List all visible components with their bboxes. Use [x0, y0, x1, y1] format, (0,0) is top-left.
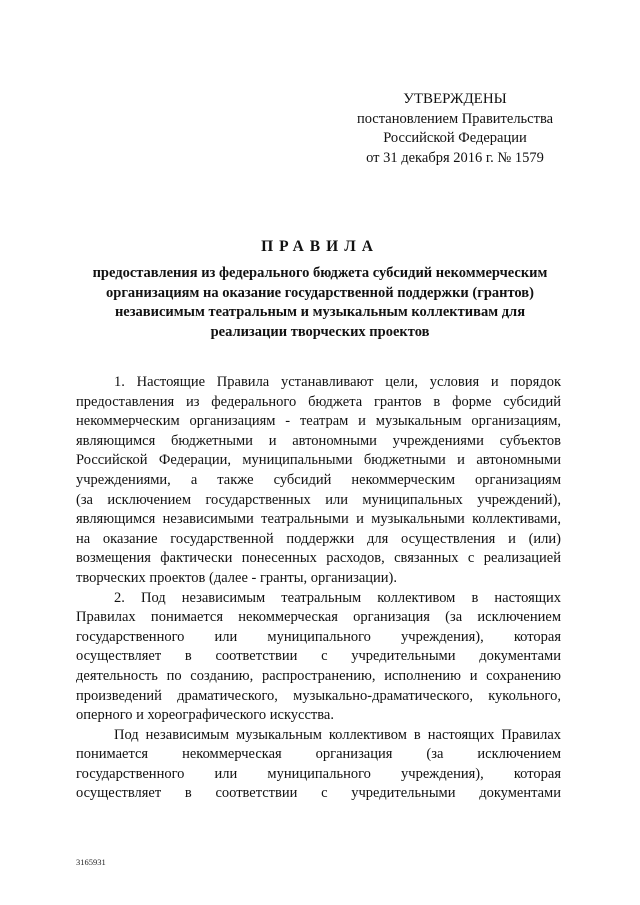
paragraph-1: [76, 373, 561, 589]
text-line: осуществляет в соответствии с учредительными документами: [76, 785, 561, 802]
text-line: осуществляет в соответствии с учредительными документами: [76, 648, 561, 665]
text-line: 1. Настоящие Правила устанавливают цели, условия и порядок: [114, 374, 561, 390]
paragraph-3: [76, 726, 561, 804]
text-line: оперного и хореографического искусства.: [76, 707, 334, 724]
paragraph-2: [76, 589, 561, 726]
text-line: на оказание государственной поддержки для осуществления и (или): [76, 530, 561, 547]
text-line: 2. Под независимым театральным коллективом в настоящих: [114, 589, 561, 606]
approval-line-1: постановлением Правительства: [356, 110, 554, 127]
text-line: возмещения фактически понесенных расходов, связанных с реализацией: [76, 550, 561, 567]
subtitle-line: организациям на оказание государственной поддержки (грантов): [106, 284, 534, 301]
text-line: государственного или муниципального учреждения), которая: [76, 628, 561, 645]
text-line: предоставления из федерального бюджета грантов в форме субсидий: [76, 393, 561, 410]
text-line: Правилах понимается некоммерческая организация (за исключением: [76, 609, 561, 626]
text-line: понимается некоммерческая организация (за исключением: [76, 746, 561, 763]
subtitle-line: реализации творческих проектов: [210, 323, 430, 340]
text-line: (за исключением государственных или муниципальных учреждений),: [76, 491, 561, 508]
subtitle-line: предоставления из федерального бюджета субсидий некоммерческим: [92, 265, 548, 281]
approval-block: [330, 90, 580, 168]
subtitle-line: независимым театральным и музыкальным коллективам для: [114, 304, 526, 321]
text-line: являющимся независимыми театральными и музыкальными коллективами,: [76, 511, 561, 528]
document-title: ПРАВИЛА: [261, 238, 379, 255]
text-line: творческих проектов (далее - гранты, организации).: [76, 569, 397, 586]
text-line: учреждениями, а также субсидий некоммерческим организациям: [76, 471, 561, 488]
document-body: [76, 373, 561, 804]
text-line: Под независимым музыкальным коллективом в настоящих Правилах: [114, 726, 561, 743]
text-line: являющимся бюджетными и автономными учреждениями субъектов: [76, 432, 561, 449]
document-code: 3165931: [76, 857, 106, 867]
text-line: Российской Федерации, муниципальными бюджетными и автономными: [76, 452, 561, 469]
document-subtitle: [60, 264, 580, 342]
text-line: государственного или муниципального учреждения), которая: [76, 765, 561, 782]
text-line: некоммерческим организациям - театрам и музыкальным организациям,: [76, 413, 561, 430]
text-line: произведений драматического, музыкально-драматического, кукольного,: [76, 687, 561, 704]
approval-heading: УТВЕРЖДЕНЫ: [403, 91, 507, 107]
approval-line-3: от 31 декабря 2016 г. № 1579: [366, 149, 544, 166]
approval-line-2: Российской Федерации: [383, 130, 527, 146]
text-line: деятельность по созданию, распространению, исполнению и сохранению: [76, 667, 561, 684]
